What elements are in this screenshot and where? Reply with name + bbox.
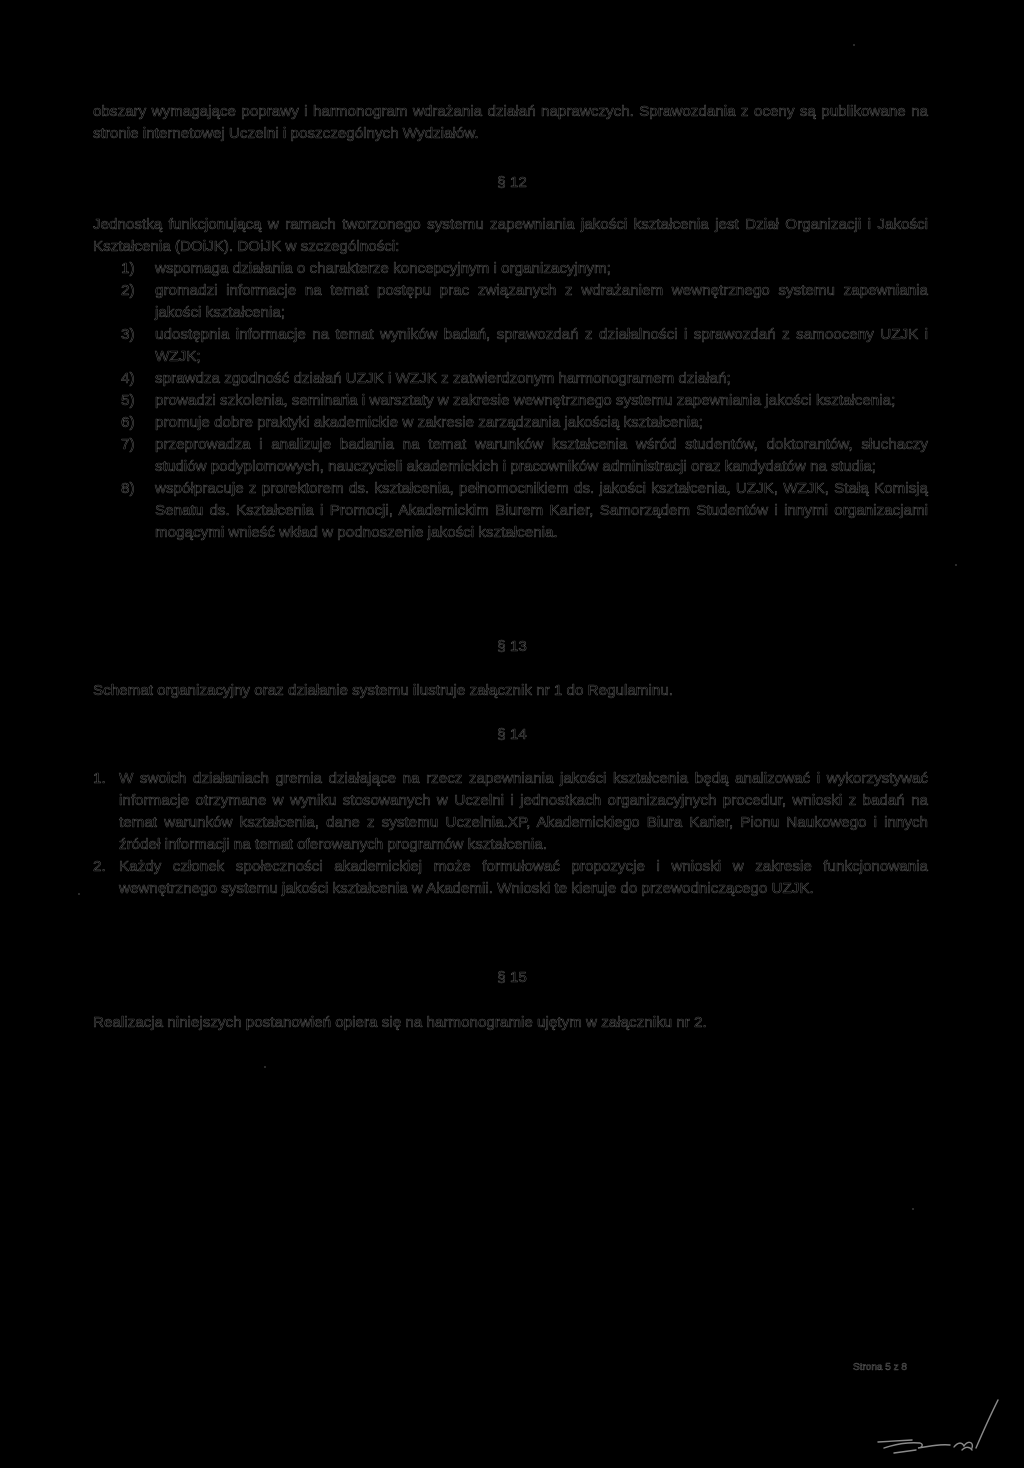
page-number-footer: Strona 5 z 8 (853, 1362, 907, 1373)
list-item (93, 390, 928, 412)
section-heading-14: § 14 (497, 726, 527, 743)
list-item (93, 478, 928, 544)
list-item-number: 5) (121, 392, 135, 409)
list-item-number: 1) (121, 260, 135, 277)
list-item-number: 6) (121, 414, 135, 431)
list-item (93, 856, 928, 900)
list-item-number: 2. (93, 858, 106, 875)
list-item (93, 324, 928, 368)
list-item-text: sprawdza zgodność działań UZJK i WZJK z zatwierdzonym harmonogramem działań; (155, 370, 731, 387)
list-item-text: przeprowadza i analizuje badania na temat warunków kształcenia wśród studentów, doktorantów, słuchaczy studiów podyplomowych, nauczycieli akademickich i pracowników administracji oraz kandydatów na studia; (155, 436, 928, 475)
section-heading-12: § 12 (497, 174, 527, 191)
list-item (93, 768, 928, 856)
list-item (93, 258, 928, 280)
list-item-number: 2) (121, 282, 135, 299)
section-heading-13: § 13 (497, 638, 527, 655)
handwritten-signature (872, 1390, 1012, 1460)
intro-paragraph: obszary wymagające poprawy i harmonogram wdrażania działań naprawczych. Sprawozdania z oceny są publikowane na stronie internetowej Uczelni i poszczególnych Wydziałów. (93, 103, 928, 142)
list-item-text: promuje dobre praktyki akademickie w zakresie zarządzania jakością kształcenia; (155, 414, 703, 431)
list-item (93, 368, 928, 390)
list-item-number: 4) (121, 370, 135, 387)
section-12-list (93, 258, 928, 544)
list-item-number: 3) (121, 326, 135, 343)
list-item-number: 8) (121, 480, 135, 497)
list-item-text: wspomaga działania o charakterze koncepcyjnym i organizacyjnym; (155, 260, 611, 277)
list-item-text: prowadzi szkolenia, seminaria i warsztaty w zakresie wewnętrznego systemu zapewniania jakości kształcenia; (155, 392, 896, 409)
section-heading-15: § 15 (497, 969, 527, 986)
list-item (93, 434, 928, 478)
section-13-paragraph: Schemat organizacyjny oraz działanie systemu ilustruje załącznik nr 1 do Regulaminu. (93, 682, 673, 699)
list-item-number: 1. (93, 770, 106, 787)
list-item-text: udostępnia informacje na temat wyników badań, sprawozdań z działalności i sprawozdań z samooceny UZJK i WZJK; (155, 326, 928, 365)
list-item (93, 412, 928, 434)
list-item (93, 280, 928, 324)
section-15-paragraph: Realizacja niniejszych postanowień opiera się na harmonogramie ujętym w załączniku nr 2. (93, 1014, 707, 1031)
section-12-paragraph: Jednostką funkcjonującą w ramach tworzonego systemu zapewniania jakości kształcenia jest Dział Organizacji i Jakości Kształcenia (DOiJK). DOiJK w szczególności: (93, 216, 928, 255)
list-item-text: W swoich działaniach gremia działające na rzecz zapewniania jakości kształcenia będą analizować i wykorzystywać informacje otrzymane w wyniku stosowanych w Uczelni i jednostkach organizacyjnych procedur, wnioski z badań na temat warunków kształcenia, dane z systemu Uczelnia.XP, Akademickiego Biura Karier, Pionu Naukowego i innych źródeł informacji na temat oferowanych programów kształcenia. (119, 770, 928, 853)
list-item-text: współpracuje z prorektorem ds. kształcenia, pełnomocnikiem ds. jakości kształcenia, UZJK, WZJK, Stałą Komisją Senatu ds. Kształcenia i Promocji, Akademickim Biurem Karier, Samorządem Studentów i innymi organizacjami mogącymi wnieść wkład w podnoszenie jakości kształcenia. (155, 480, 928, 541)
list-item-number: 7) (121, 436, 135, 453)
list-item-text: gromadzi informacje na temat postępu prac związanych z wdrażaniem wewnętrznego systemu zapewniania jakości kształcenia; (155, 282, 928, 321)
list-item-text: Każdy członek społeczności akademickiej może formułować propozycje i wnioski w zakresie funkcjonowania wewnętrznego systemu jakości kształcenia w Akademii. Wnioski te kieruje do przewodniczącego UZJK. (119, 858, 928, 897)
section-14-list (93, 768, 928, 900)
